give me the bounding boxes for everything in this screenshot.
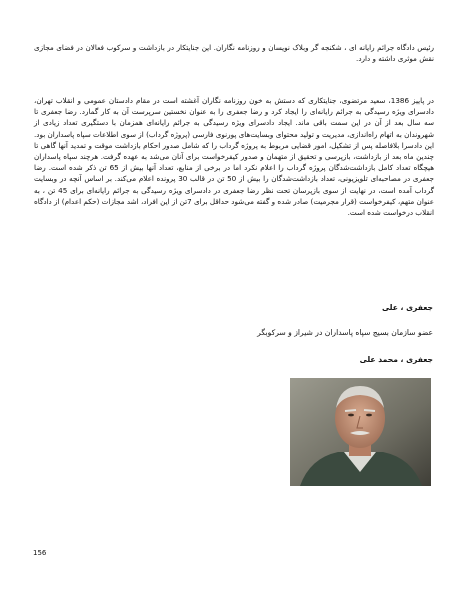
page-number: 156 (33, 549, 47, 557)
paragraph-main: در پاییز 1386، سعید مرتضوی، جنایتکاری که دستش به خون روزنامه نگاران آغشته است در مقام دادستان عمومی و انقلاب تهران، دادسرای ویژه رسیدگی به جرائم رایانه‌ای را ایجاد کرد و رضا جعفری را به عنوان نخستین سرپرست آن به کار گمارد. رضا جعفری تا سه سال بعد از آن در این سمت باقی ماند. ایجاد دادسرای ویژه رسیدگی به جرائم رایانه‌ای همزمان با دستگیری تعداد زیادی از شهروندان به اتهام راه‌اندازی، مدیریت و تولید محتوای وبسایت‌های پورنوی فارسی (پروژه گرداب) از سوی اطلاعات سپاه پاسداران بود. این دادسرا بلافاصله پس از تشکیل، امور قضایی مربوط به پروژه گرداب را که شامل صدور احکام بازداشت موقت و تمدید آنها گاهی تا چندین ماه بعد از بازداشت، بازپرسی و تحقیق از متهمان و صدور کیفرخواست برای آنان می‌شد به عهده گرفت. هرچند سپاه پاسداران هیچگاه تعداد کامل بازداشت‌شدگان پروژه گرداب را اعلام نکرد اما در برخی از منابع، تعداد آنها بیش از 65 تن ذکر شده است. رضا جعفری در مصاحبه‌ای تلویزیونی، تعداد بازداشت‌شدگان را بیش از 50 تن در قالب 30 پرونده اعلام می‌کند. بر اساس آنچه در وبسایت گرداب آمده است، در نهایت از سوی بازپرسان تحت نظر رضا جعفری در دادسرای ویژه رسیدگی به جرائم رایانه‌ای برای 45 تن ، به عنوان متهم، کیفرخواست (قرار مجرمیت) صادر شده و گفته می‌شود حداقل برای 7تن از این افراد، اشد مجازات (حکم اعدام) از دادگاه انقلاب درخواست شده است. (33, 96, 435, 218)
portrait-photo (290, 378, 431, 486)
person-name-2: جعفری ، محمد علی (359, 355, 433, 364)
person-name-1: جعفری ، علی (381, 303, 433, 312)
paragraph-intro: رئیس دادگاه جرائم رایانه ای ، شکنجه گر وبلاک نویسان و روزنامه نگاران. این جنایتکار در بازداشت و سرکوب فعالان در فضای مجازی نقش موثری داشته و دارد. (34, 43, 434, 64)
person-role-1: عضو سازمان بسیج سپاه پاسداران در شیراز و سرکوبگر (257, 328, 433, 337)
